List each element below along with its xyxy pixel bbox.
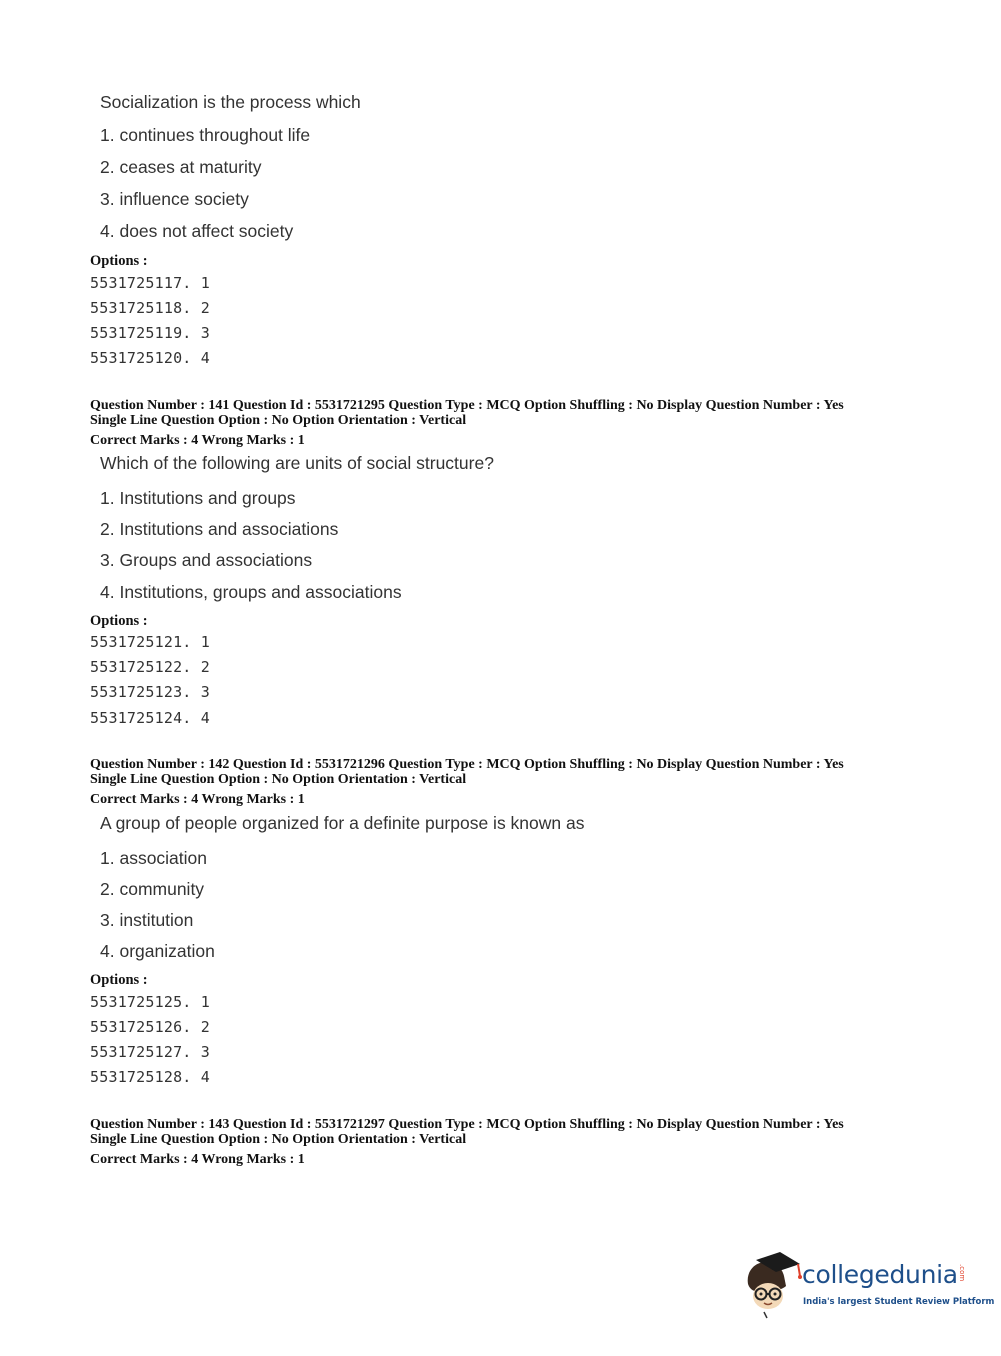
option-id-3: 5531725123. 3 [90, 683, 210, 701]
choice-1: 1. Institutions and groups [100, 488, 296, 508]
option-id-2: 5531725126. 2 [90, 1018, 210, 1036]
choice-4: 4. does not affect society [100, 221, 294, 241]
question-marks: Correct Marks : 4 Wrong Marks : 1 [90, 433, 305, 448]
question-meta-line2: Single Line Question Option : No Option Orientation : Vertical [90, 1132, 467, 1147]
choice-4: 4. Institutions, groups and associations [100, 582, 402, 602]
option-id-1: 5531725125. 1 [90, 993, 210, 1011]
option-id-2: 5531725122. 2 [90, 658, 210, 676]
question-meta-line2: Single Line Question Option : No Option Orientation : Vertical [90, 772, 467, 787]
option-id-4: 5531725128. 4 [90, 1068, 210, 1086]
question-text: Socialization is the process which [100, 92, 361, 112]
question-meta-line2: Single Line Question Option : No Option Orientation : Vertical [90, 413, 467, 428]
mascot-icon [742, 1250, 802, 1320]
options-label: Options : [90, 972, 148, 988]
question-marks: Correct Marks : 4 Wrong Marks : 1 [90, 792, 305, 807]
question-meta-line1: Question Number : 141 Question Id : 5531721295 Question Type : MCQ Option Shuffling : No Display Question Number : Yes [90, 398, 844, 413]
question-text: A group of people organized for a definite purpose is known as [100, 813, 585, 833]
choice-1: 1. continues throughout life [100, 125, 311, 145]
logo-domain: .com [958, 1264, 966, 1282]
logo-wordmark: collegedunia [802, 1260, 958, 1289]
choice-2: 2. Institutions and associations [100, 519, 339, 539]
question-meta-line1: Question Number : 142 Question Id : 5531721296 Question Type : MCQ Option Shuffling : No Display Question Number : Yes [90, 757, 844, 772]
question-marks: Correct Marks : 4 Wrong Marks : 1 [90, 1152, 305, 1167]
option-id-4: 5531725124. 4 [90, 709, 210, 727]
options-label: Options : [90, 253, 148, 269]
choice-2: 2. ceases at maturity [100, 157, 262, 177]
choice-4: 4. organization [100, 941, 215, 961]
option-id-3: 5531725127. 3 [90, 1043, 210, 1061]
option-id-1: 5531725117. 1 [90, 274, 210, 292]
choice-3: 3. influence society [100, 189, 249, 209]
choice-3: 3. institution [100, 910, 194, 930]
choice-1: 1. association [100, 848, 208, 868]
logo-tagline: India's largest Student Review Platform [803, 1297, 995, 1307]
choice-2: 2. community [100, 879, 205, 899]
option-id-4: 5531725120. 4 [90, 349, 210, 367]
choice-3: 3. Groups and associations [100, 550, 313, 570]
question-text: Which of the following are units of social structure? [100, 453, 494, 473]
question-meta-line1: Question Number : 143 Question Id : 5531721297 Question Type : MCQ Option Shuffling : No Display Question Number : Yes [90, 1117, 844, 1132]
option-id-1: 5531725121. 1 [90, 633, 210, 651]
option-id-3: 5531725119. 3 [90, 324, 210, 342]
options-label: Options : [90, 613, 148, 629]
option-id-2: 5531725118. 2 [90, 299, 210, 317]
collegedunia-logo [742, 1250, 995, 1320]
